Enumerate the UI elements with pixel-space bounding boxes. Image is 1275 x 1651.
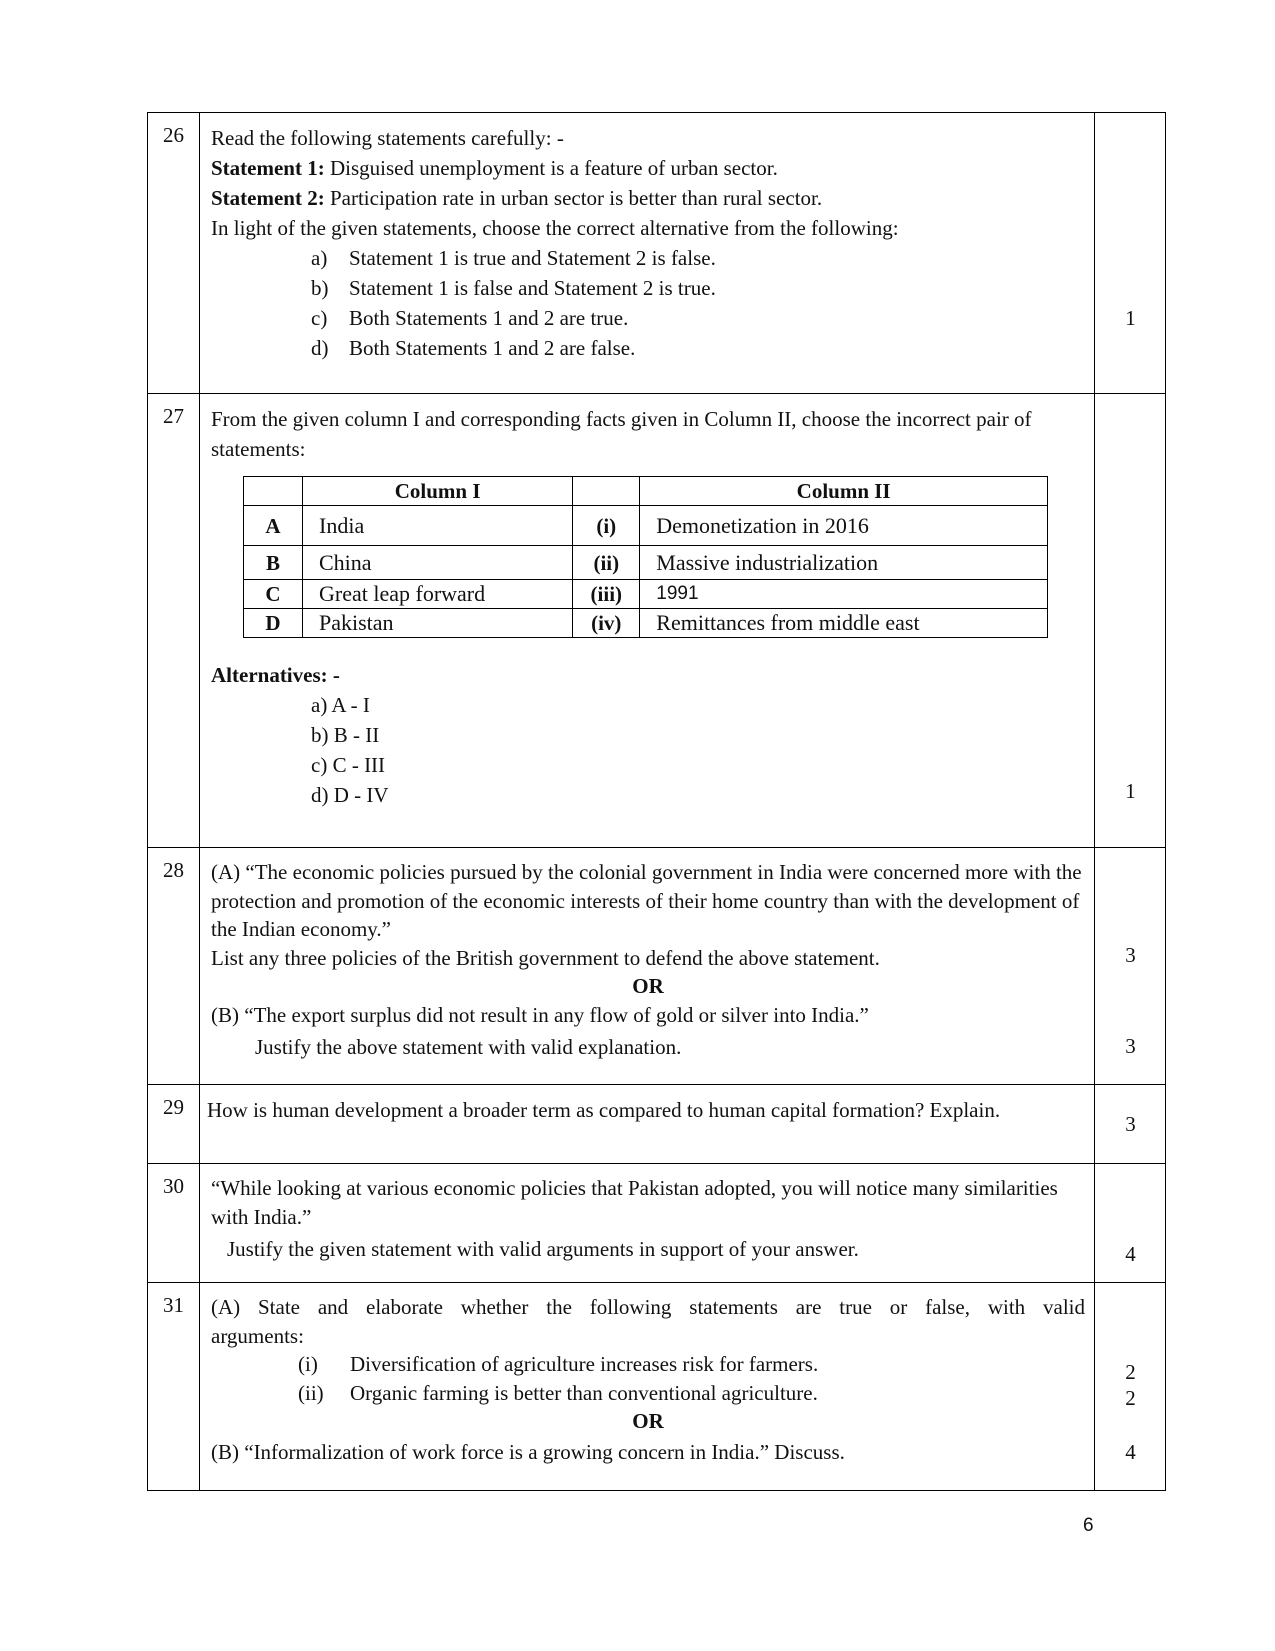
statement-ii: (ii) Organic farming is better than conventional agriculture. <box>298 1380 818 1405</box>
part-b-text: (B) “Informalization of work force is a growing concern in India.” Discuss. <box>211 1439 845 1464</box>
question-number: 30 <box>148 1164 200 1282</box>
marks-value: 4 <box>1125 1242 1136 1266</box>
question-number: 28 <box>148 848 200 1084</box>
statement-i: (i) Diversification of agriculture increases risk for farmers. <box>298 1352 819 1376</box>
marks-value-ii: 2 <box>1125 1386 1136 1410</box>
question-number: 29 <box>148 1085 200 1163</box>
option-c: c) Both Statements 1 and 2 are true. <box>311 306 629 330</box>
question-text: “While looking at various economic policies that Pakistan adopted, you will notice many similarities with India.” <box>211 1176 1058 1229</box>
part-a-text: (A) State and elaborate whether the following statements are true or false, with valid <box>211 1295 1085 1319</box>
question-intro: Read the following statements carefully: - <box>211 126 564 150</box>
marks-cell <box>1094 1164 1165 1282</box>
alternative-d: d) D - IV <box>311 783 389 807</box>
alternative-c: c) C - III <box>311 753 386 777</box>
alternative-b: b) B - II <box>311 723 380 747</box>
question-body <box>211 1283 1085 1466</box>
table-row: C Great leap forward (iii) 1991 <box>244 580 1048 609</box>
statement-2: Statement 2: Participation rate in urban sector is better than rural sector. <box>211 186 823 210</box>
marks-value: 3 <box>1125 1112 1136 1136</box>
marks-value-i: 2 <box>1125 1360 1136 1384</box>
part-b-ask: Justify the above statement with valid explanation. <box>255 1035 682 1059</box>
or-divider: OR <box>632 974 664 998</box>
match-table <box>243 476 1048 638</box>
marks-cell <box>1094 1283 1165 1490</box>
statement-1: Statement 1: Disguised unemployment is a feature of urban sector. <box>211 156 778 180</box>
question-28 <box>148 847 1165 1084</box>
option-d: d) Both Statements 1 and 2 are false. <box>311 336 636 360</box>
table-row: A India (i) Demonetization in 2016 <box>244 506 1048 546</box>
marks-value-b: 3 <box>1125 1034 1136 1058</box>
table-row: B China (ii) Massive industrialization <box>244 546 1048 580</box>
question-body <box>207 1085 1085 1125</box>
question-26 <box>148 113 1165 393</box>
marks-cell <box>1094 113 1165 393</box>
instruction: In light of the given statements, choose the correct alternative from the following: <box>211 216 899 240</box>
question-29 <box>148 1084 1165 1163</box>
part-b-text: (B) “The export surplus did not result in any flow of gold or silver into India.” <box>211 1002 869 1027</box>
marks-cell <box>1094 394 1165 847</box>
part-a-ask: List any three policies of the British government to defend the above statement. <box>211 945 880 970</box>
question-text: From the given column I and corresponding facts given in Column II, choose the incorrect pair of statements: <box>211 407 1032 461</box>
marks-cell <box>1094 848 1165 1084</box>
option-b: b) Statement 1 is false and Statement 2 is true. <box>311 276 716 300</box>
marks-value: 1 <box>1125 779 1136 803</box>
question-body <box>211 1164 1085 1264</box>
question-body <box>211 848 1085 1062</box>
part-a-text: (A) “The economic policies pursued by the colonial government in India were concerned more with the protection and promotion of the economic interests of their home country than with the development of the Indian economy.” <box>211 860 1082 941</box>
table-row: D Pakistan (iv) Remittances from middle east <box>244 609 1048 638</box>
marks-value-b: 4 <box>1125 1440 1136 1464</box>
or-divider: OR <box>632 1409 664 1433</box>
table-header-row <box>244 477 1048 506</box>
question-ask: Justify the given statement with valid arguments in support of your answer. <box>227 1237 859 1261</box>
question-27 <box>148 393 1165 847</box>
marks-value-a: 3 <box>1125 943 1136 967</box>
column-2-header: Column II <box>640 477 1048 506</box>
question-number: 27 <box>148 394 200 847</box>
question-body <box>211 394 1085 810</box>
question-body <box>211 113 1085 363</box>
marks-value: 1 <box>1125 306 1136 330</box>
question-31 <box>148 1282 1165 1490</box>
marks-cell <box>1094 1085 1165 1163</box>
question-number: 26 <box>148 113 200 393</box>
page-number: 6 <box>1083 1515 1094 1536</box>
option-a: a) Statement 1 is true and Statement 2 is false. <box>311 246 716 270</box>
question-30 <box>148 1163 1165 1282</box>
alternatives-heading: Alternatives: - <box>211 663 340 687</box>
question-text: How is human development a broader term as compared to human capital formation? Explain. <box>207 1098 1001 1122</box>
column-1-header: Column I <box>303 477 573 506</box>
question-table <box>147 112 1166 1491</box>
question-number: 31 <box>148 1283 200 1490</box>
alternative-a: a) A - I <box>311 693 370 717</box>
part-a-text-cont: arguments: <box>211 1323 304 1348</box>
